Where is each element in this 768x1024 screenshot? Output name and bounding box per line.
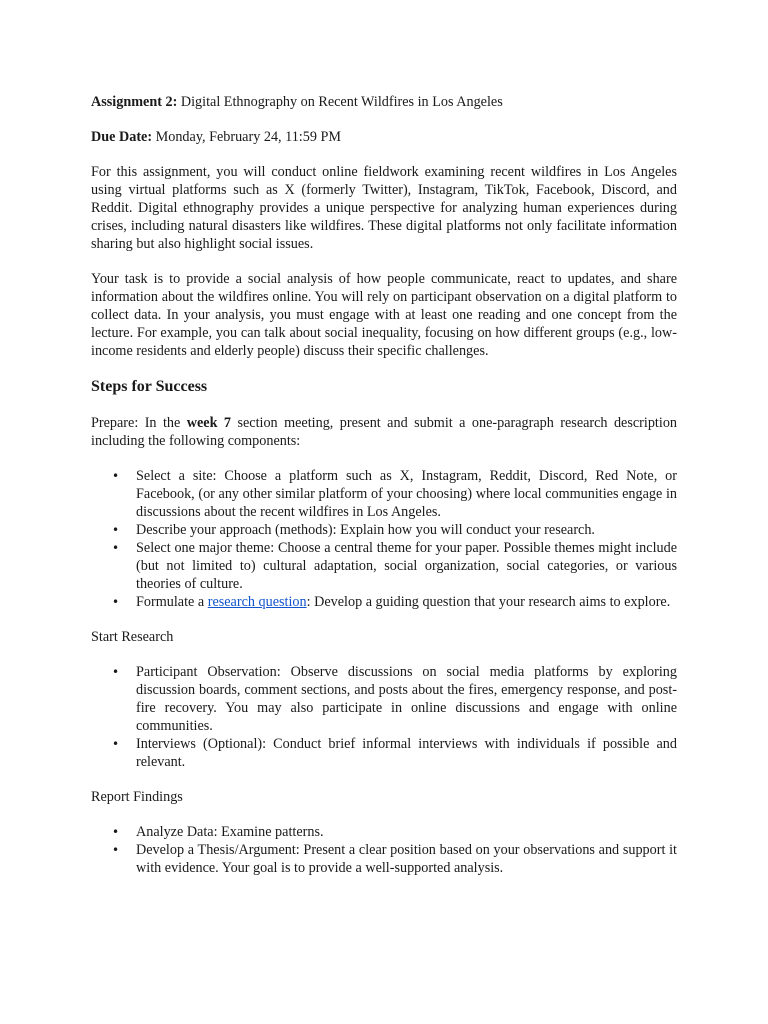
list-item: • Interviews (Optional): Conduct brief informal interviews with individuals if possible and relevant. (136, 735, 677, 771)
prepare-text-after: section meeting, present and submit a one-paragraph research description including the following components: (91, 415, 678, 449)
list-item (136, 593, 677, 611)
report-findings-heading: Report Findings (91, 789, 183, 805)
list-item: • Analyze Data: Examine patterns. (136, 823, 677, 841)
assignment-title-line (91, 93, 677, 111)
due-date-line (91, 128, 677, 146)
prepare-list (91, 467, 677, 611)
steps-heading: Steps for Success (91, 378, 208, 395)
list-item: • Describe your approach (methods): Explain how you will conduct your research. (136, 521, 677, 539)
prepare-paragraph (91, 414, 677, 450)
list-item: • Select one major theme: Choose a central theme for your paper. Possible themes might include (but not limited to) cultural adaptation, social organization, social categories, or various theories of culture. (136, 539, 677, 593)
research-question-link[interactable]: research question (207, 594, 307, 610)
start-research-heading: Start Research (91, 629, 174, 645)
due-date-value: Monday, February 24, 11:59 PM (155, 129, 341, 145)
intro-paragraph-1: For this assignment, you will conduct online fieldwork examining recent wildfires in Los Angeles using virtual platforms such as X (formerly Twitter), Instagram, TikTok, Facebook, Discord, and Reddit. Digital ethnography provides a unique perspective for analyzing human experiences during crises, including natural disasters like wildfires. These digital platforms not only facilitate information sharing but also highlight social issues. (91, 164, 677, 252)
assignment-label: Assignment 2: (91, 94, 178, 110)
prepare-text-before: Prepare: In the (91, 415, 187, 431)
list-item: • Participant Observation: Observe discussions on social media platforms by exploring discussion boards, comment sections, and posts about the fires, emergency response, and post-fire recovery. You may also participate in online discussions and engage with online communities. (136, 663, 677, 735)
assignment-title: Digital Ethnography on Recent Wildfires in Los Angeles (180, 94, 503, 110)
formulate-text-before: Formulate a (136, 594, 208, 610)
list-item: • Develop a Thesis/Argument: Present a clear position based on your observations and support it with evidence. Your goal is to provide a well-supported analysis. (136, 841, 677, 877)
start-research-list (91, 663, 677, 771)
due-date-label: Due Date: (91, 129, 153, 145)
prepare-week: week 7 (186, 415, 232, 431)
list-item: • Select a site: Choose a platform such as X, Instagram, Reddit, Discord, Red Note, or Facebook, (or any other similar platform of your choosing) where local communities engage in discussions about the recent wildfires in Los Angeles. (136, 467, 677, 521)
intro-paragraph-2: Your task is to provide a social analysis of how people communicate, react to updates, and share information about the wildfires online. You will rely on participant observation on a digital platform to collect data. In your analysis, you must engage with at least one reading and one concept from the lecture. For example, you can talk about social inequality, focusing on how different groups (e.g., low-income residents and elderly people) discuss their specific challenges. (91, 271, 677, 359)
formulate-text-after: : Develop a guiding question that your research aims to explore. (306, 594, 671, 610)
report-findings-list (91, 823, 677, 877)
